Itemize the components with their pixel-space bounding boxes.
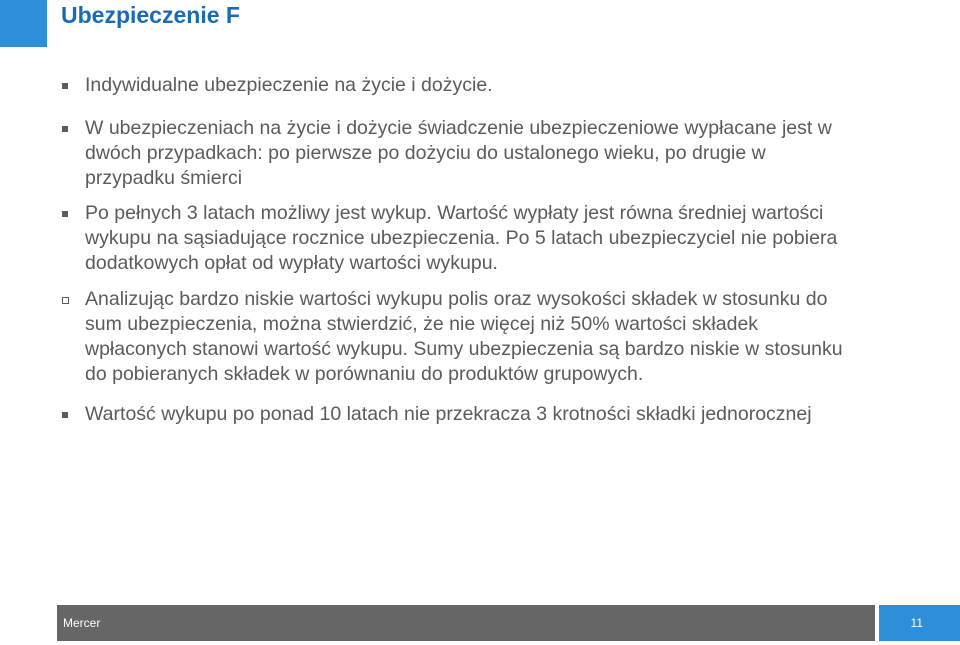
page-number: 11 (910, 616, 923, 630)
bullet-text: Po pełnych 3 latach możliwy jest wykup. Wartość wypłaty jest równa średniej wartości wykupu na sąsiadujące rocznice ubezpieczenia. Po 5 latach ubezpieczyciel nie pobiera dodatkowych opłat od wypłaty wartości wykupu. (85, 202, 838, 274)
footer-company: Mercer (63, 616, 101, 630)
bullet-text: W ubezpieczeniach na życie i dożycie świadczenie ubezpieczeniowe wypłacane jest w dwóch przypadkach: po pierwsze po dożyciu do ustalonego wieku, po drugie w przypadku śmierci (85, 117, 832, 189)
bullet-text: Wartość wykupu po ponad 10 latach nie przekracza 3 krotności składki jednorocznej (85, 403, 812, 425)
slide-title: Ubezpieczenie F (61, 2, 240, 28)
bullet-item (60, 402, 850, 427)
square-bullet-icon (62, 83, 68, 89)
page-number-box (879, 605, 960, 641)
hollow-square-bullet-icon (62, 297, 69, 304)
bullet-item (60, 287, 850, 387)
bullet-item (60, 116, 850, 191)
bullet-text: Analizując bardzo niskie wartości wykupu polis oraz wysokości składek w stosunku do sum ubezpieczenia, można stwierdzić, że nie więcej niż 50% wartości składek wpłaconych stanowi wartość wykupu. Sumy ubezpieczenia są bardzo niskie w stosunku do pobieranych składek w porównaniu do produktów grupowych. (85, 288, 843, 385)
bullet-item (60, 201, 850, 276)
square-bullet-icon (62, 211, 68, 217)
bullet-text: Indywidualne ubezpieczenie na życie i dożycie. (85, 74, 493, 96)
square-bullet-icon (62, 412, 68, 418)
bullet-list (60, 73, 850, 427)
title-accent-block (0, 0, 47, 47)
footer-bar (57, 605, 875, 641)
bullet-item (60, 73, 850, 98)
square-bullet-icon (62, 126, 68, 132)
